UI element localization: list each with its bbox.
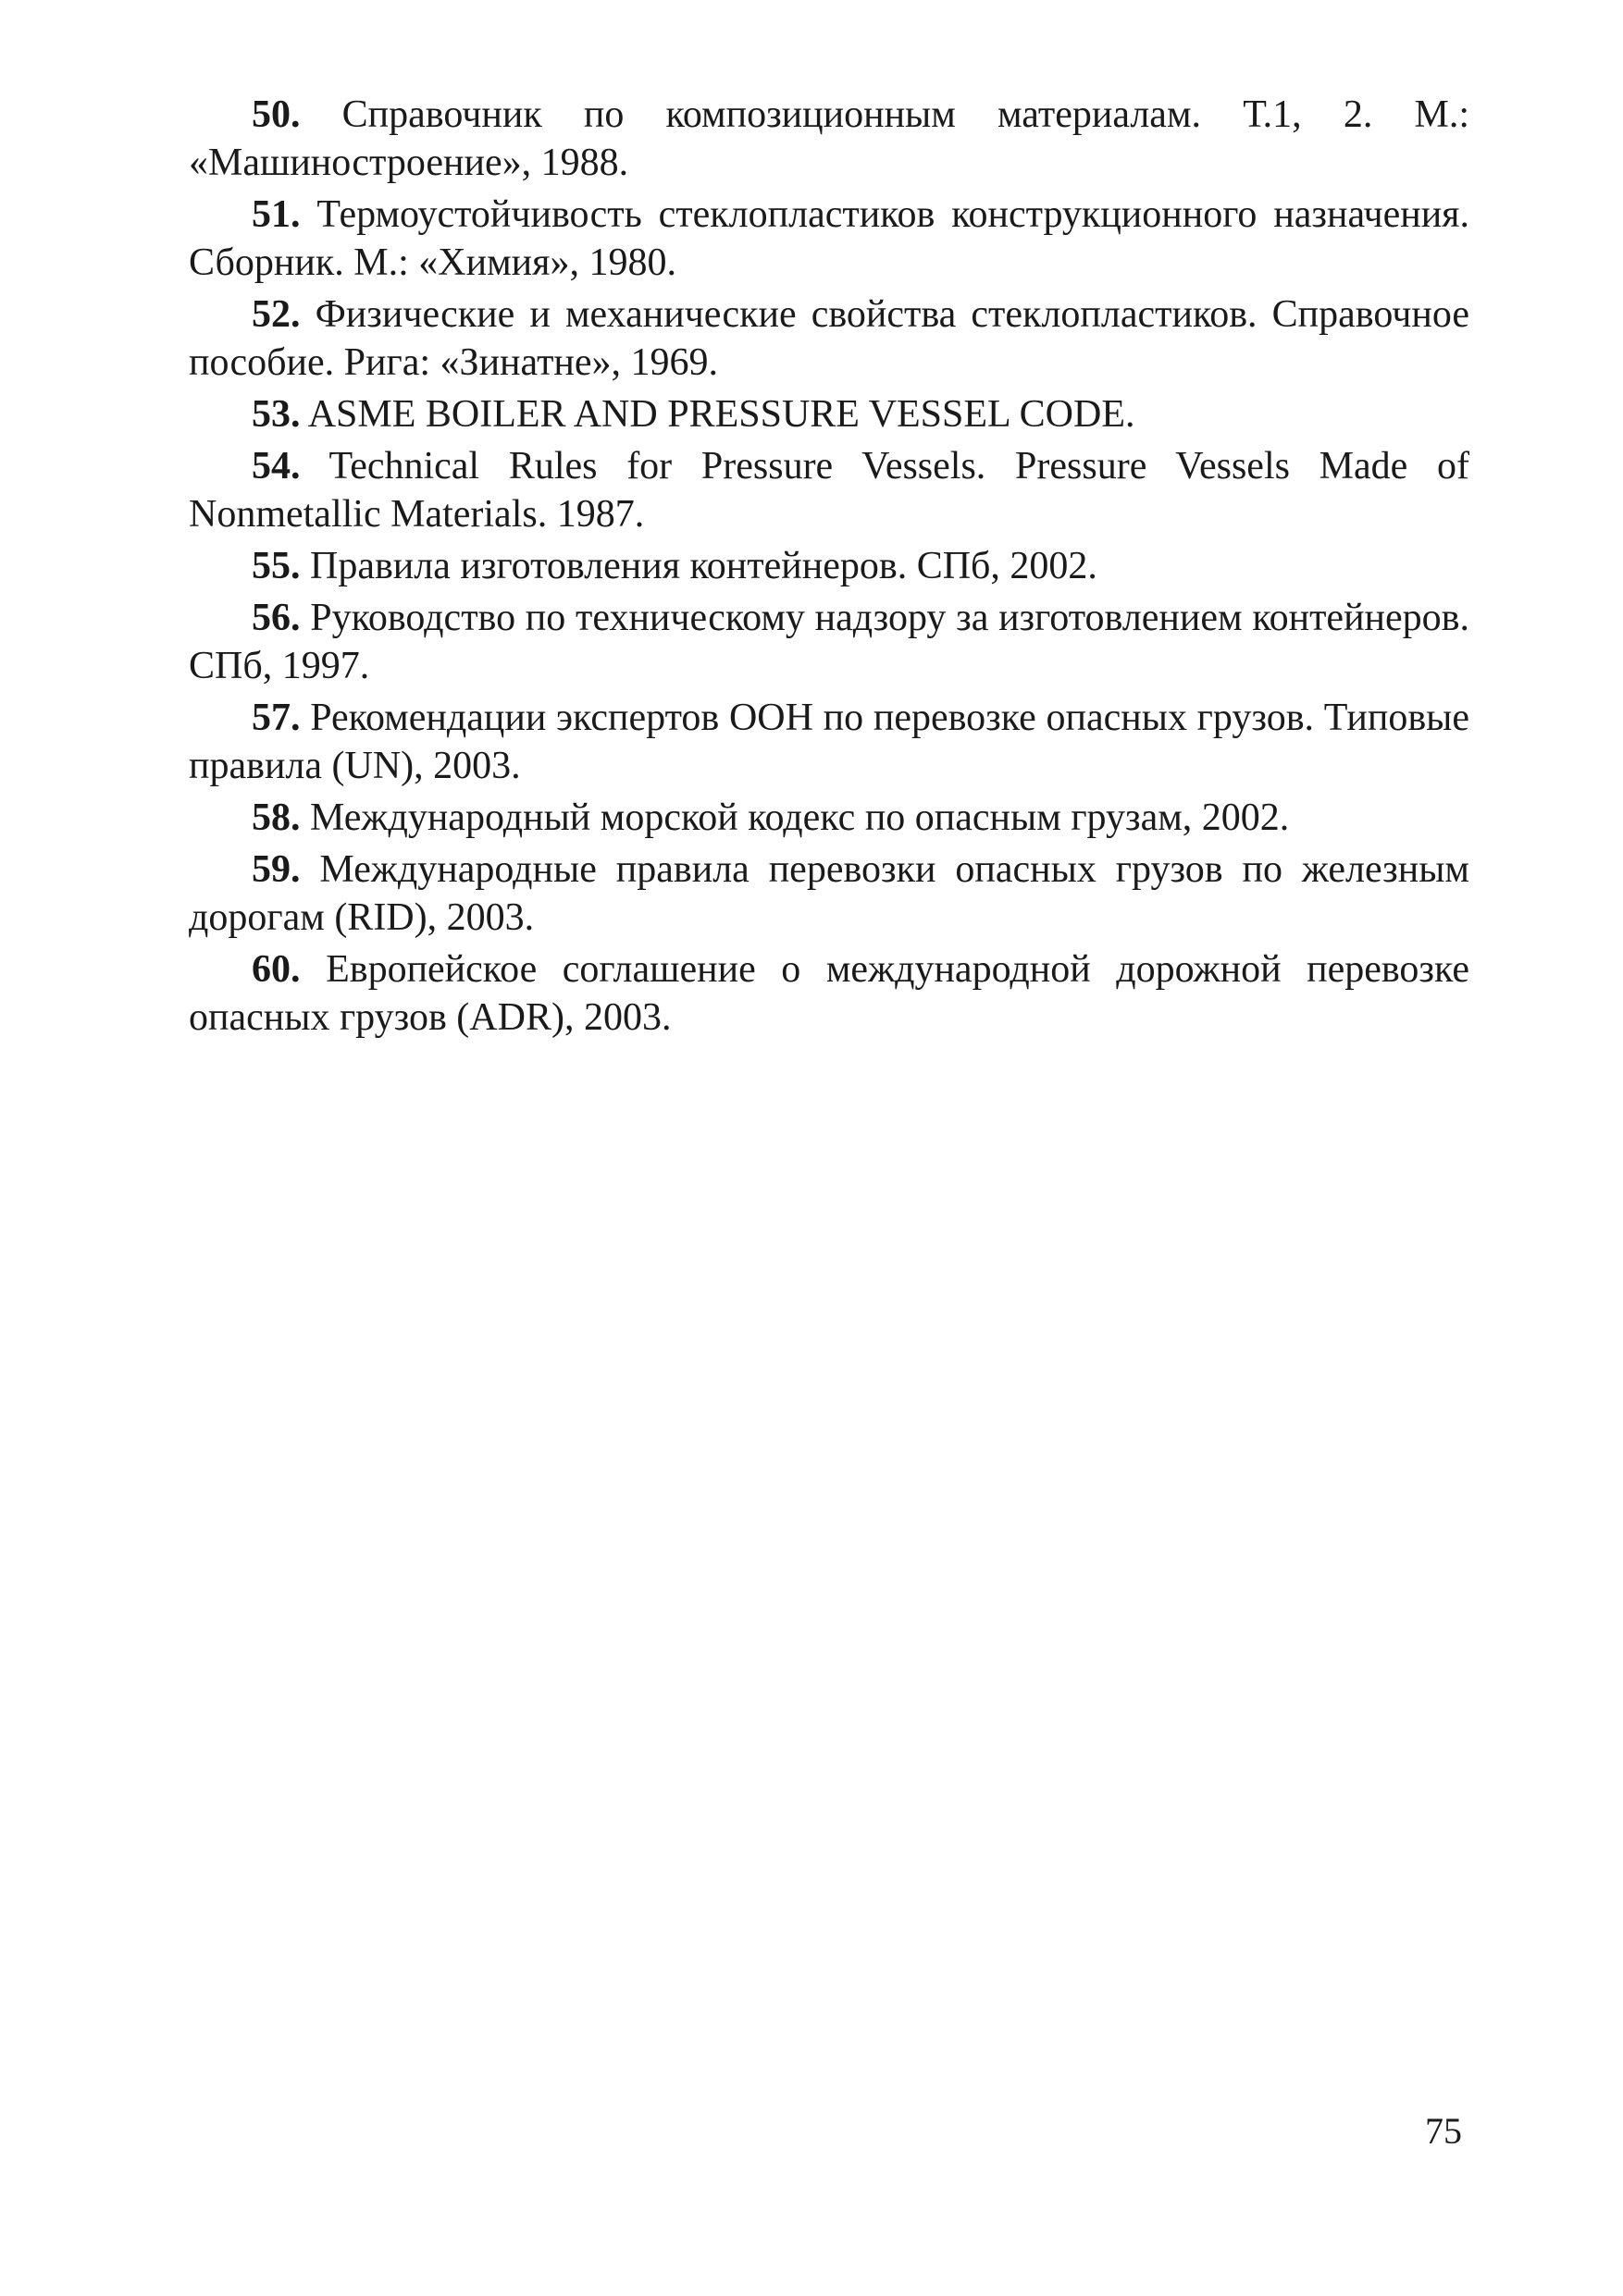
reference-text: Руководство по техническому надзору за изготовлением контейнеров. СПб, 1997. xyxy=(189,597,1469,687)
reference-item xyxy=(189,290,1469,387)
reference-number: 50. xyxy=(252,93,301,136)
reference-item xyxy=(189,846,1469,942)
reference-number: 57. xyxy=(252,697,301,739)
reference-item xyxy=(189,594,1469,690)
reference-number: 60. xyxy=(252,948,301,991)
reference-list xyxy=(189,91,1469,1045)
reference-text: Рекомендации экспертов ООН по перевозке опасных грузов. Типовые правила (UN), 2003. xyxy=(189,697,1470,787)
reference-text: Справочник по композиционным материалам. Т.1, 2. М.: «Машиностроение», 1988. xyxy=(189,93,1469,184)
reference-item xyxy=(189,191,1469,287)
reference-text: ASME BOILER AND PRESSURE VESSEL CODE. xyxy=(307,393,1135,436)
reference-item xyxy=(189,390,1469,438)
reference-number: 53. xyxy=(252,393,301,436)
reference-item xyxy=(189,694,1469,790)
reference-text: Физические и механические свойства стеклопластиков. Справочное пособие. Рига: «Зинатне», 1969. xyxy=(189,293,1469,384)
reference-number: 55. xyxy=(252,545,301,587)
reference-item xyxy=(189,945,1469,1042)
reference-number: 51. xyxy=(252,193,301,236)
reference-text: Международный морской кодекс по опасным грузам, 2002. xyxy=(310,796,1290,839)
reference-text: Technical Rules for Pressure Vessels. Pressure Vessels Made of Nonmetallic Materials. 1987. xyxy=(189,445,1470,536)
reference-text: Термоустойчивость стеклопластиков конструкционного назначения. Сборник. М.: «Химия», 1980. xyxy=(189,193,1469,284)
reference-number: 54. xyxy=(252,445,301,488)
reference-number: 52. xyxy=(252,293,301,336)
reference-item xyxy=(189,794,1469,842)
reference-text: Европейское соглашение о международной дорожной перевозке опасных грузов (ADR), 2003. xyxy=(189,948,1470,1039)
page-number: 75 xyxy=(1425,2110,1462,2152)
reference-number: 59. xyxy=(252,848,301,891)
reference-number: 58. xyxy=(252,796,301,839)
reference-item xyxy=(189,542,1469,590)
reference-item xyxy=(189,91,1469,187)
reference-text: Международные правила перевозки опасных грузов по железным дорогам (RID), 2003. xyxy=(189,848,1470,939)
reference-number: 56. xyxy=(252,597,301,639)
reference-text: Правила изготовления контейнеров. СПб, 2002. xyxy=(310,545,1097,587)
reference-item xyxy=(189,442,1469,538)
